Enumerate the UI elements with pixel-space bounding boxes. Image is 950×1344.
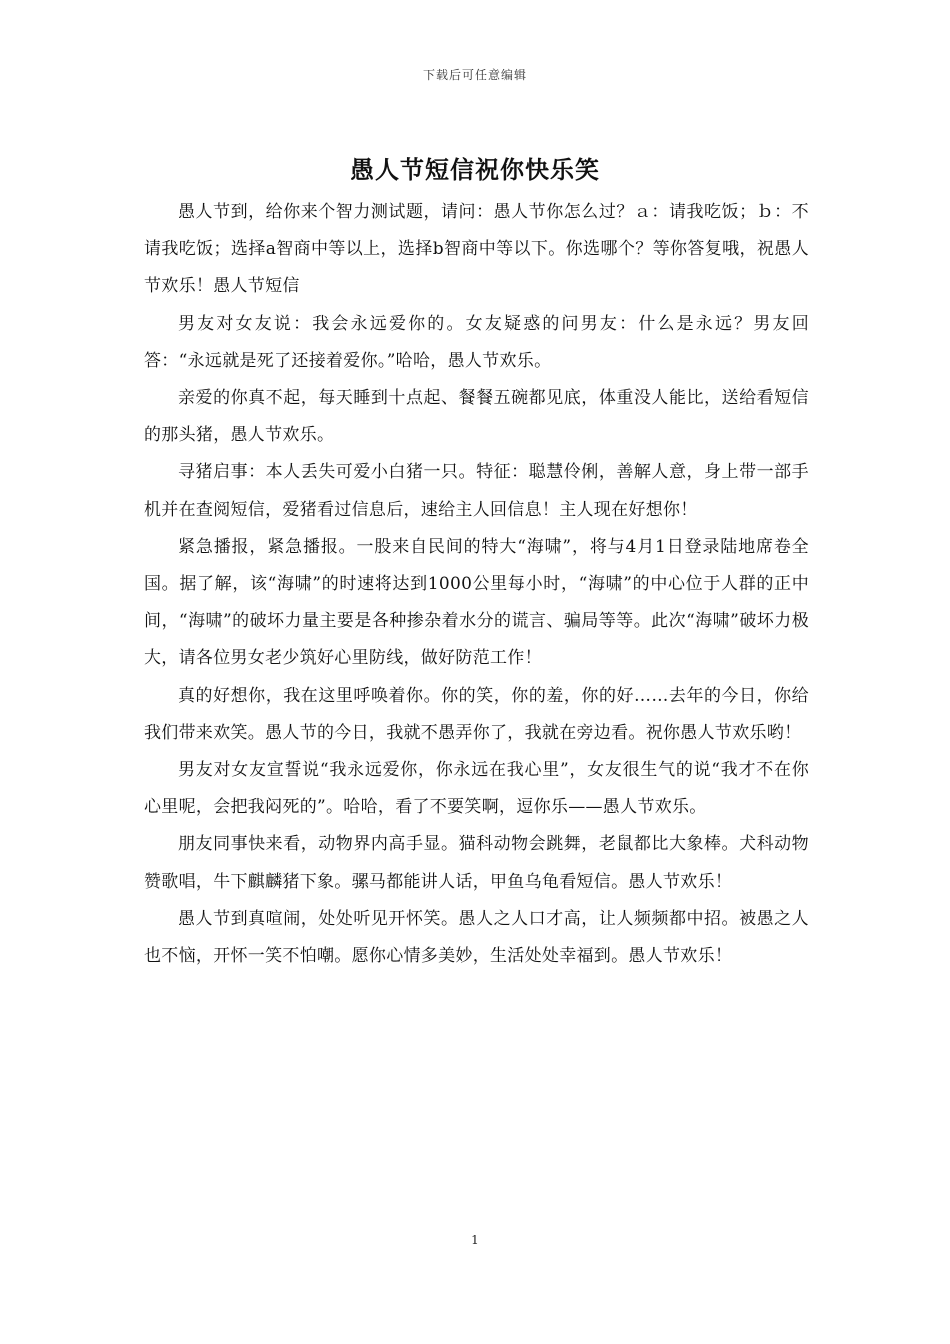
document-title: 愚人节短信祝你快乐笑	[350, 155, 600, 184]
paragraph: 亲爱的你真不起，每天睡到十点起、餐餐五碗都见底，体重没人能比，送给看短信的那头猪，愚人节欢乐。	[144, 388, 809, 446]
paragraph: 寻猪启事：本人丢失可爱小白猪一只。特征：聪慧伶俐，善解人意，身上带一部手机并在查阅短信，爱猪看过信息后，速给主人回信息！主人现在好想你！	[144, 462, 809, 520]
page-header: 下载后可任意编辑	[422, 68, 527, 82]
paragraph: 男友对女友宣誓说“我永远爱你，你永远在我心里”，女友很生气的说“我才不在你心里呢，会把我闷死的”。哈哈，看了不要笑啊，逗你乐——愚人节欢乐。	[144, 760, 809, 818]
paragraph: 愚人节到，给你来个智力测试题，请问：愚人节你怎么过？ａ：请我吃饭；ｂ：不请我吃饭；选择a智商中等以上，选择b智商中等以下。你选哪个？等你答复哦，祝愚人节欢乐！愚人节短信	[144, 202, 809, 297]
document-body	[144, 194, 809, 975]
paragraph: 真的好想你，我在这里呼唤着你。你的笑，你的羞，你的好……去年的今日，你给我们带来欢笑。愚人节的今日，我就不愚弄你了，我就在旁边看。祝你愚人节欢乐哟！	[144, 685, 809, 743]
paragraph: 愚人节到真喧闹，处处听见开怀笑。愚人之人口才高，让人频频都中招。被愚之人也不恼，开怀一笑不怕嘲。愿你心情多美妙，生活处处幸福到。愚人节欢乐！	[144, 908, 809, 967]
paragraph: 紧急播报，紧急播报。一股来自民间的特大“海啸”，将与4月1日登录陆地席卷全国。据了解，该“海啸”的时速将达到1000公里每小时，“海啸”的中心位于人群的正中间，“海啸”的破坏力量主要是各种掺杂着水分的谎言、骗局等等。此次“海啸”破坏力极大，请各位男女老少筑好心里防线，做好防范工作！	[144, 536, 809, 669]
paragraph: 男友对女友说：我会永远爱你的。女友疑惑的问男友：什么是永远？男友回答：“永远就是死了还接着爱你。”哈哈，愚人节欢乐。	[144, 313, 809, 371]
page-number: 1	[471, 1233, 479, 1247]
paragraph: 朋友同事快来看，动物界内高手显。猫科动物会跳舞，老鼠都比大象棒。犬科动物赞歌唱，牛下麒麟猪下象。骡马都能讲人话，甲鱼乌龟看短信。愚人节欢乐！	[144, 834, 809, 892]
